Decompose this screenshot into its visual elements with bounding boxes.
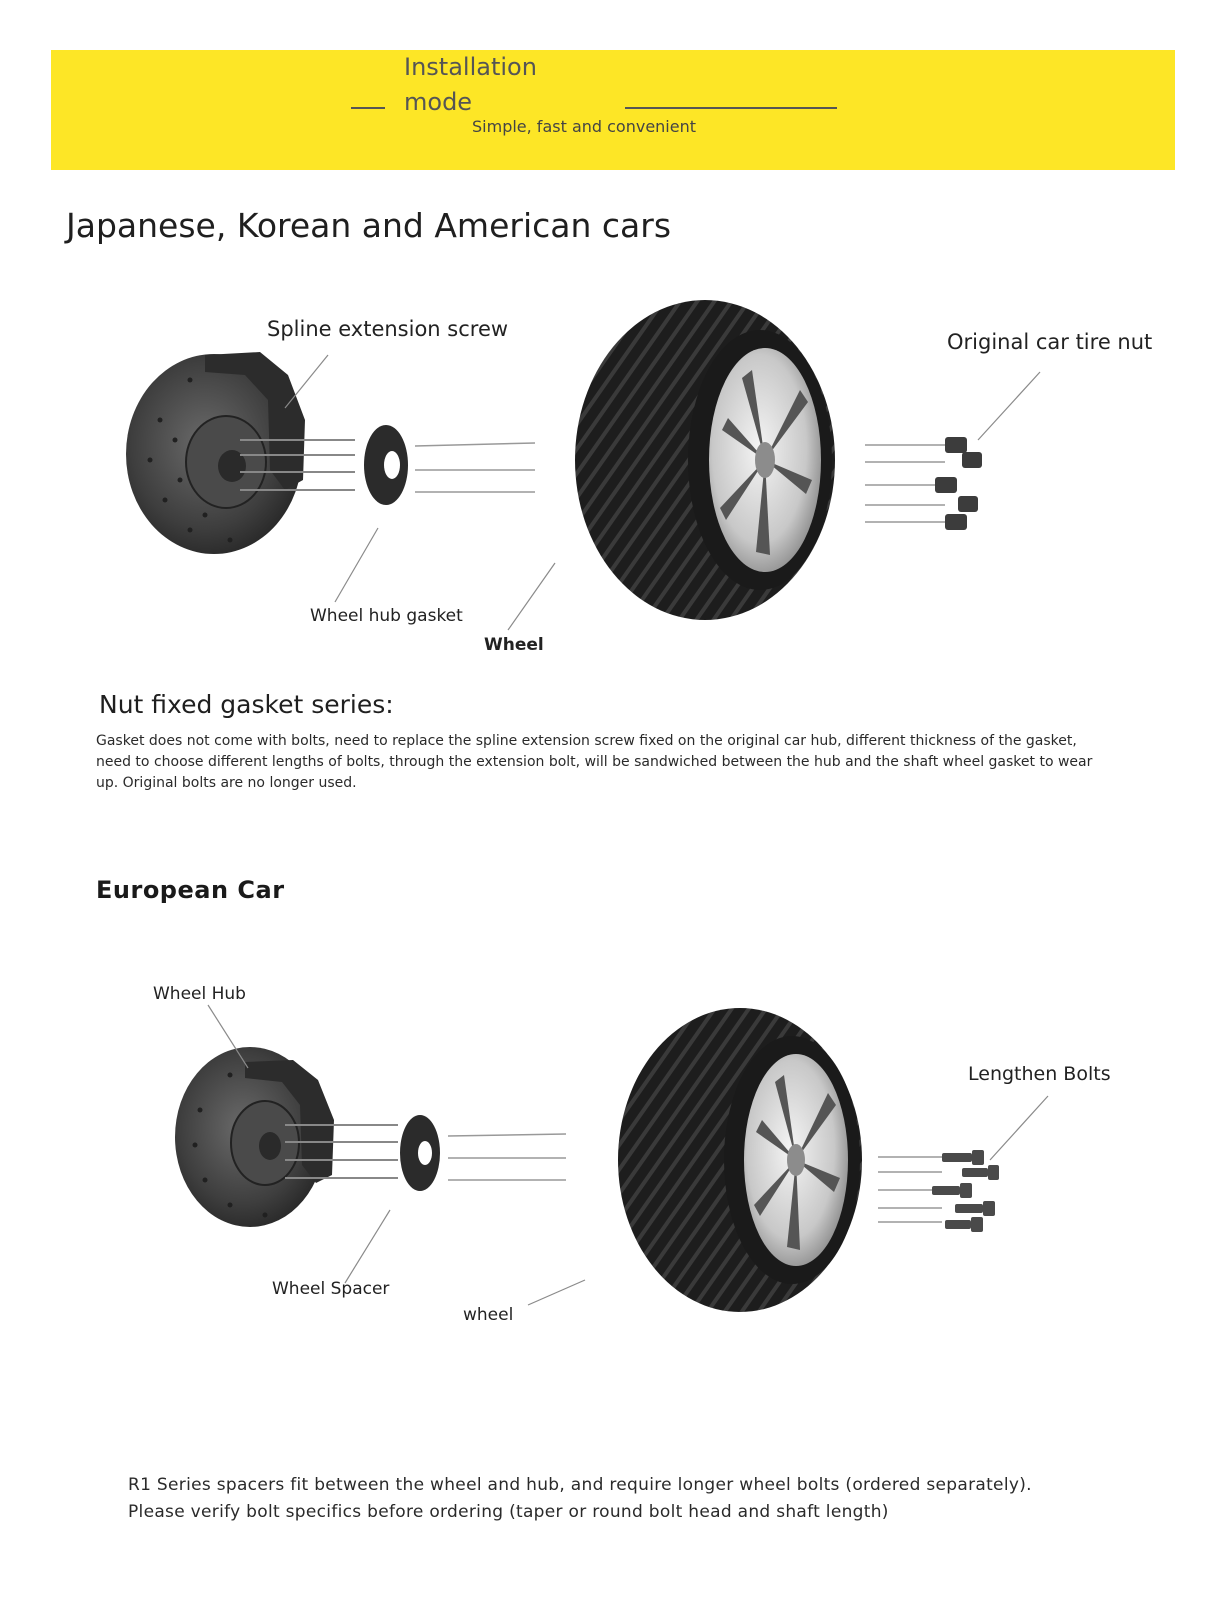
footer-note-line1: R1 Series spacers fit between the wheel and hub, and require longer wheel bolts (ordered separately). xyxy=(128,1475,1032,1495)
lug-nut-icon xyxy=(935,437,982,530)
nut-series-heading: Nut fixed gasket series: xyxy=(99,690,394,719)
spacer-icon xyxy=(364,425,408,505)
label-wheel-eu: wheel xyxy=(463,1305,514,1325)
label-wheel: Wheel xyxy=(484,635,544,655)
label-wheel-hub: Wheel Hub xyxy=(153,984,246,1004)
nut-series-description: Gasket does not come with bolts, need to replace the spline extension screw fixed on the original car hub, different thickness of the gasket, need to choose different lengths of bolts, through the extension bolt, will be sandwiched between the hub and the shaft wheel gasket to wear up. Original bolts are no longer used. xyxy=(96,733,1093,791)
label-original-tire-nut: Original car tire nut xyxy=(947,330,1153,354)
bolt-icon xyxy=(932,1150,999,1232)
footer-note-line2: Please verify bolt specifics before ordering (taper or round bolt head and shaft length) xyxy=(128,1502,889,1522)
label-wheel-spacer: Wheel Spacer xyxy=(272,1279,390,1299)
rim-icon xyxy=(709,348,821,572)
banner-subtitle: Simple, fast and convenient xyxy=(472,117,697,136)
section-eu-heading: European Car xyxy=(96,876,285,904)
label-lengthen-bolts: Lengthen Bolts xyxy=(968,1063,1111,1085)
footer-note xyxy=(128,1472,1188,1526)
banner-title-line1: Installation xyxy=(404,53,537,81)
spacer-icon xyxy=(400,1115,440,1191)
label-spline-extension-screw: Spline extension screw xyxy=(267,317,509,341)
banner-title-line2: mode xyxy=(404,88,473,116)
section-jka-heading: Japanese, Korean and American cars xyxy=(66,206,672,245)
rim-icon xyxy=(744,1054,848,1266)
label-wheel-hub-gasket: Wheel hub gasket xyxy=(310,606,463,626)
